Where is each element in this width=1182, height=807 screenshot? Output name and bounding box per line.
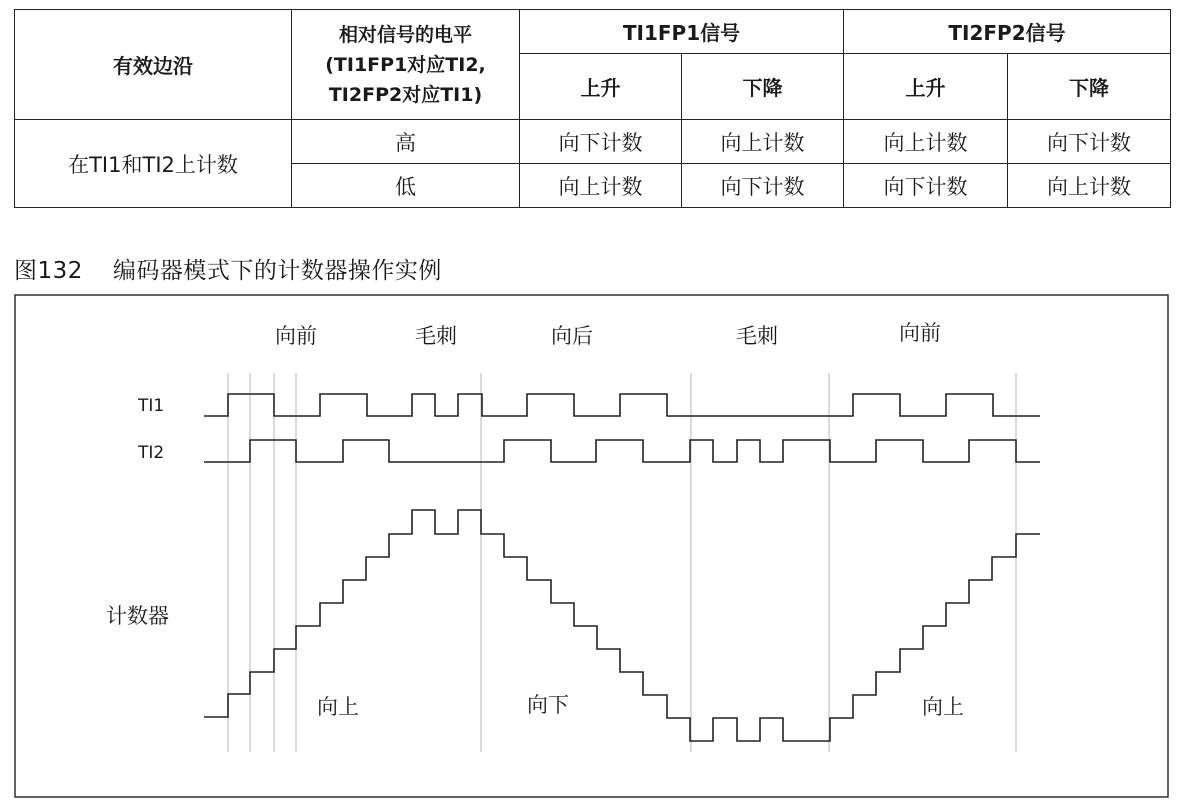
table-cell: 向上计数 (844, 120, 1008, 164)
table-cell: 向上计数 (1008, 164, 1171, 208)
phase-label-glitch: 毛刺 (736, 324, 778, 348)
level-low: 低 (292, 164, 520, 208)
phase-label-backward: 向后 (551, 324, 593, 348)
direction-label-down: 向下 (527, 693, 569, 717)
header-ti2fp2-rise: 上升 (844, 54, 1008, 120)
row-label-count-on-ti1-ti2: 在TI1和TI2上计数 (15, 120, 292, 208)
direction-label-up: 向上 (317, 695, 359, 719)
table-cell: 向下计数 (1008, 120, 1171, 164)
header-level-line2: (TI1FP1对应TI2, (325, 53, 486, 76)
header-level-line3: TI2FP2对应TI1) (328, 83, 483, 106)
ti1-waveform (204, 394, 1040, 416)
header-ti2fp2-fall: 下降 (1008, 54, 1171, 120)
phase-label-forward: 向前 (899, 321, 941, 345)
header-ti1fp1-rise: 上升 (520, 54, 682, 120)
header-ti1fp1: TI1FP1信号 (520, 10, 844, 54)
table-cell: 向下计数 (844, 164, 1008, 208)
table-cell: 向下计数 (682, 164, 844, 208)
phase-label-glitch: 毛刺 (415, 324, 457, 348)
figure-title: 编码器模式下的计数器操作实例 (112, 258, 442, 284)
table-cell: 向上计数 (682, 120, 844, 164)
diagram-frame (15, 295, 1168, 797)
level-high: 高 (292, 120, 520, 164)
figure-number: 图132 (14, 258, 83, 284)
phase-label-forward: 向前 (275, 324, 317, 348)
header-ti1fp1-fall: 下降 (682, 54, 844, 120)
signal-label-ti2: TI2 (138, 443, 165, 463)
signal-label-counter: 计数器 (106, 604, 169, 628)
table-cell: 向下计数 (520, 120, 682, 164)
header-valid-edge: 有效边沿 (15, 10, 292, 120)
signal-label-ti1: TI1 (138, 396, 165, 416)
table-cell: 向上计数 (520, 164, 682, 208)
ti2-waveform (204, 440, 1040, 462)
header-level-line1: 相对信号的电平 (338, 23, 472, 46)
header-ti2fp2: TI2FP2信号 (844, 10, 1171, 54)
direction-label-up: 向上 (922, 695, 964, 719)
